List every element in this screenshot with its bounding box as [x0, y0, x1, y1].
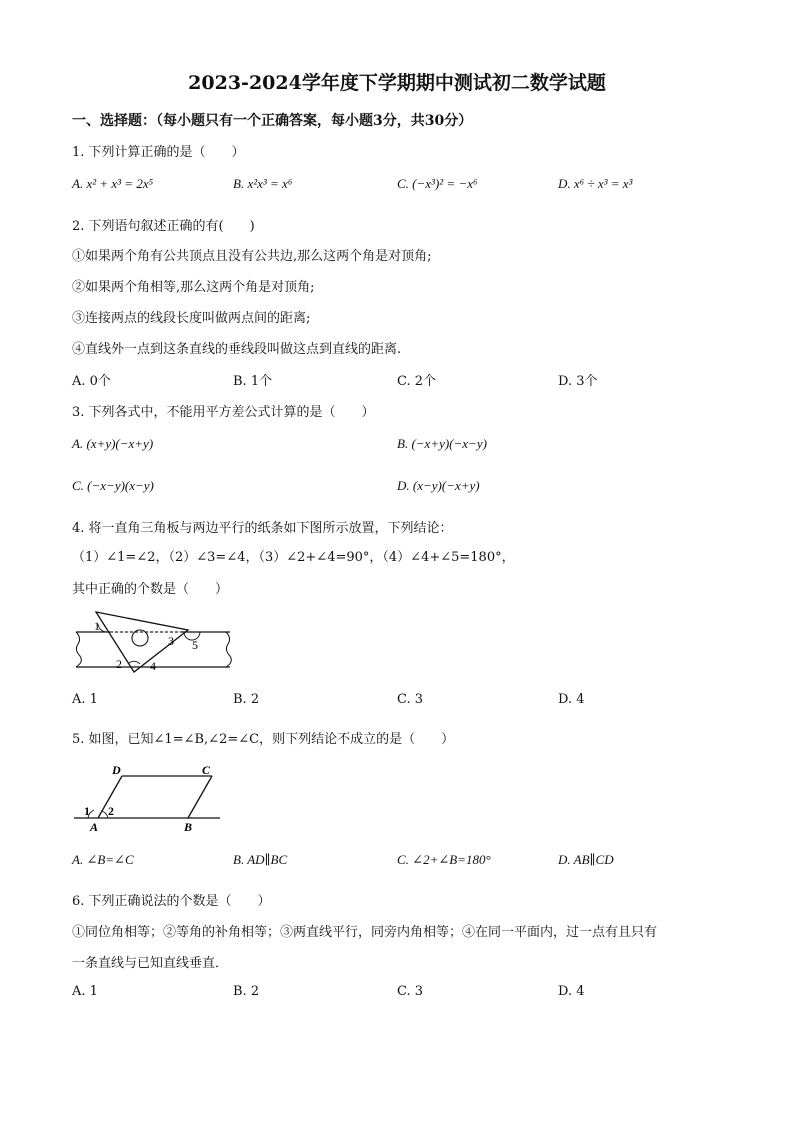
- page-title: 2023-2024学年度下学期期中测试初二数学试题: [188, 72, 606, 94]
- q4-option-b: B. 2: [233, 692, 260, 707]
- q5-figure-parallelogram: [70, 760, 230, 838]
- q1-option-c: C. (−x³)² = −x⁶: [397, 176, 478, 191]
- question-5-stem: 5. 如图，已知∠1=∠B,∠2=∠C，则下列结论不成立的是（ ）: [72, 732, 455, 747]
- q2-statement-3: ③连接两点的线段长度叫做两点间的距离;: [72, 311, 311, 326]
- q2-option-d: D. 3个: [558, 374, 598, 389]
- q4-option-d: D. 4: [558, 692, 585, 707]
- q6-option-c: C. 3: [397, 984, 424, 999]
- q1-option-d: D. x⁶ ÷ x³ = x³: [558, 176, 633, 191]
- q6-statements-line2: 一条直线与已知直线垂直．: [72, 956, 229, 971]
- q5-label-1: 1: [84, 804, 90, 818]
- q6-option-a: A. 1: [72, 984, 98, 999]
- section-heading: 一、选择题：（每小题只有一个正确答案，每小题3分，共30分）: [72, 113, 473, 129]
- question-6-stem: 6. 下列正确说法的个数是（ ）: [72, 894, 271, 909]
- q4-label-1: 1: [94, 619, 100, 633]
- q1-option-a: A. x² + x³ = 2x⁵: [72, 176, 154, 191]
- q4-option-c: C. 3: [397, 692, 424, 707]
- q3-option-b: B. (−x+y)(−x−y): [397, 436, 487, 451]
- q4-label-4: 4: [150, 659, 156, 673]
- q4-label-5: 5: [192, 638, 198, 652]
- q5-option-c: C. ∠2+∠B=180°: [397, 852, 491, 867]
- q5-option-a: A. ∠B=∠C: [72, 852, 134, 867]
- q3-option-c: C. (−x−y)(x−y): [72, 478, 154, 493]
- q5-label-a: A: [90, 820, 99, 834]
- q4-conclusions: （1）∠1=∠2，（2）∠3=∠4，（3）∠2+∠4=90°，（4）∠4+∠5=180°，: [72, 550, 515, 565]
- q6-option-d: D. 4: [558, 984, 585, 999]
- q5-label-2: 2: [108, 804, 114, 818]
- q2-option-c: C. 2个: [397, 374, 437, 389]
- q4-figure-triangle-strip: [70, 606, 240, 676]
- q2-option-a: A. 0个: [72, 374, 111, 389]
- q5-label-b: B: [184, 820, 193, 834]
- question-3-stem: 3. 下列各式中，不能用平方差公式计算的是（ ）: [72, 405, 375, 420]
- q4-label-2: 2: [116, 657, 122, 671]
- question-2-stem: 2. 下列语句叙述正确的有( ): [72, 219, 255, 234]
- q2-statement-1: ①如果两个角有公共顶点且没有公共边,那么这两个角是对顶角;: [72, 249, 432, 264]
- q5-option-b: B. AD∥BC: [233, 852, 288, 867]
- q2-statement-4: ④直线外一点到这条直线的垂线段叫做这点到直线的距离.: [72, 342, 402, 357]
- q5-option-d: D. AB∥CD: [558, 852, 614, 867]
- q4-option-a: A. 1: [72, 692, 98, 707]
- q6-statements-line1: ①同位角相等；②等角的补角相等；③两直线平行，同旁内角相等；④在同一平面内，过一点有且只有: [72, 925, 658, 940]
- q5-label-c: C: [202, 763, 211, 777]
- q4-label-3: 3: [168, 634, 174, 648]
- question-1-stem: 1. 下列计算正确的是（ ）: [72, 145, 245, 160]
- q1-option-b: B. x²x³ = x⁶: [233, 176, 293, 191]
- q2-option-b: B. 1个: [233, 374, 273, 389]
- q3-option-d: D. (x−y)(−x+y): [397, 478, 480, 493]
- question-4-stem: 4. 将一直角三角板与两边平行的纸条如下图所示放置，下列结论：: [72, 521, 453, 536]
- q4-ask: 其中正确的个数是（ ）: [72, 582, 229, 597]
- q3-option-a: A. (x+y)(−x+y): [72, 436, 154, 451]
- q6-option-b: B. 2: [233, 984, 260, 999]
- q5-label-d: D: [112, 763, 121, 777]
- q2-statement-2: ②如果两个角相等,那么这两个角是对顶角;: [72, 280, 315, 295]
